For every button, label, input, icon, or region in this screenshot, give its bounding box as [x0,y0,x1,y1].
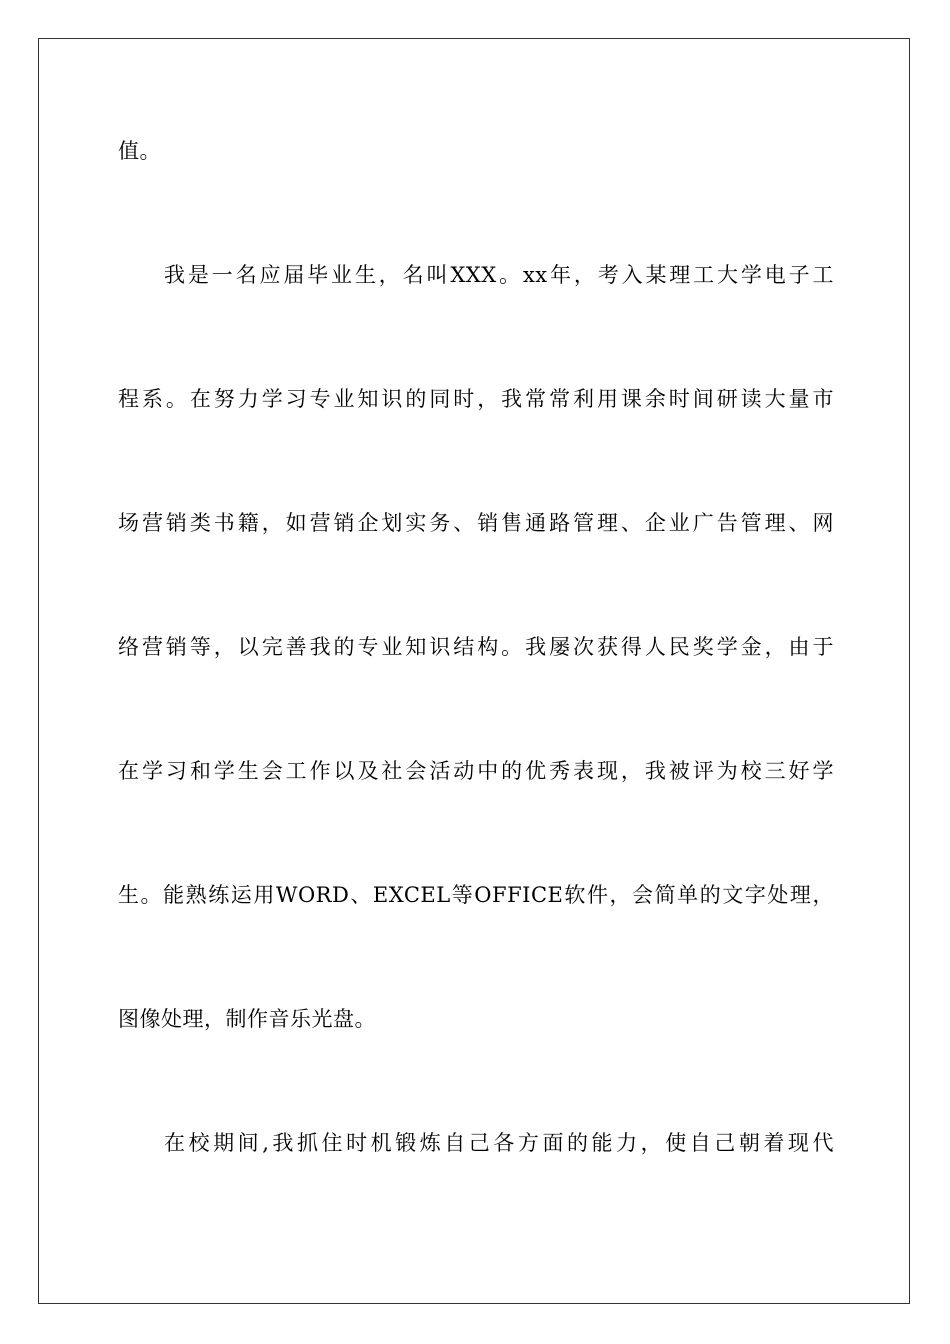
text-line-6: 在学习和学生会工作以及社会活动中的优秀表现，我被评为校三好学 [118,759,834,783]
text-line-2: 我是一名应届毕业生，名叫XXX。xx年，考入某理工大学电子工 [164,263,834,287]
page-frame [38,38,910,1304]
text-line-9: 在校期间,我抓住时机锻炼自己各方面的能力，使自己朝着现代 [164,1131,834,1155]
text-line-7: 生。能熟练运用WORD、EXCEL等OFFICE软件，会简单的文字处理， [118,883,834,907]
text-line-3: 程系。在努力学习专业知识的同时，我常常利用课余时间研读大量市 [118,387,834,411]
text-line-4: 场营销类书籍，如营销企划实务、销售通路管理、企业广告管理、网 [118,511,834,535]
text-line-5: 络营销等，以完善我的专业知识结构。我屡次获得人民奖学金，由于 [118,635,834,659]
text-line-1: 值。 [118,139,161,163]
text-line-8: 图像处理，制作音乐光盘。 [118,1007,376,1031]
